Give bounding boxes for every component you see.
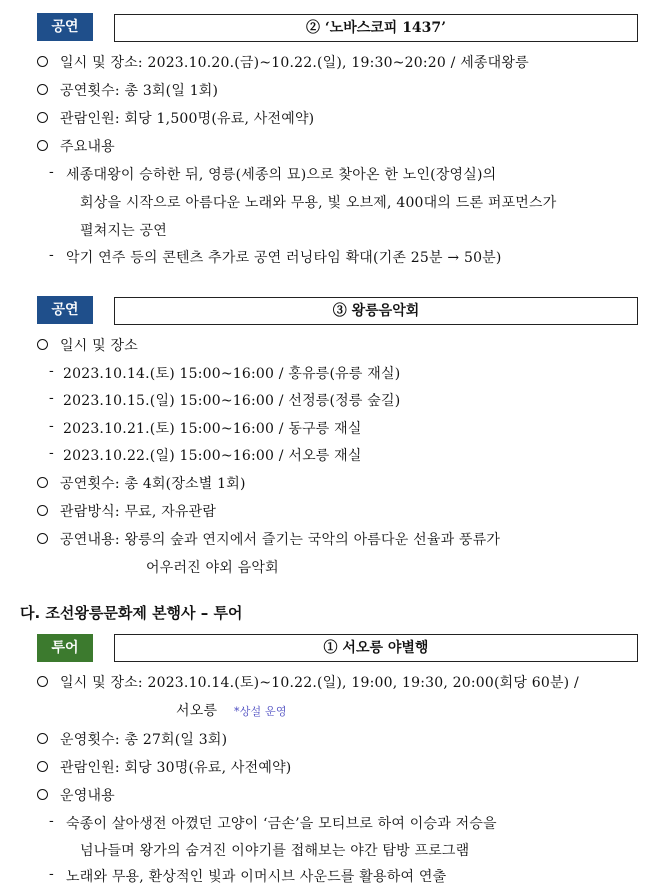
schedule-heading: 일시 및 장소: [60, 338, 138, 354]
bullet-circle-icon: [37, 789, 48, 800]
schedule-item: 2023.10.22.(일) 15:00~16:00 / 서오릉 재실: [63, 448, 362, 464]
bullet-circle-icon: [37, 676, 48, 687]
bullet-circle-icon: [37, 140, 48, 151]
content-text: 세종대왕이 승하한 뒤, 영릉(세종의 묘)으로 찾아온 한 노인(장영실)의: [66, 167, 497, 183]
content-text: 숙종이 살아생전 아꼈던 고양이 ‘금손’을 모티브로 하여 이승과 저승을: [66, 816, 497, 832]
dash-marker: -: [49, 813, 54, 829]
schedule-place: 서오릉: [176, 703, 218, 719]
section-title: ③ 왕릉음악회: [114, 297, 638, 325]
content-text: 넘나들며 왕가의 숨겨진 이야기를 접해보는 야간 탐방 프로그램: [80, 843, 470, 859]
bullet-circle-icon: [37, 533, 48, 544]
content-text: 공연내용: 왕릉의 숲과 연지에서 즐기는 국악의 아름다운 선율과 풍류가: [60, 532, 501, 548]
schedule-item: 2023.10.21.(토) 15:00~16:00 / 동구릉 재실: [63, 421, 362, 437]
bullet-circle-icon: [37, 56, 48, 67]
schedule-item: 2023.10.15.(일) 15:00~16:00 / 선정릉(정릉 숲길): [63, 393, 401, 409]
section-heading: 다. 조선왕릉문화제 본행사 – 투어: [20, 604, 243, 622]
count-line: 공연횟수: 총 4회(장소별 1회): [60, 476, 246, 492]
bullet-circle-icon: [37, 477, 48, 488]
category-tag: 공연: [37, 296, 93, 324]
count-line: 운영횟수: 총 27회(일 3회): [60, 732, 228, 748]
content-text: 펼쳐지는 공연: [80, 223, 167, 239]
bullet-circle-icon: [37, 761, 48, 772]
bullet-circle-icon: [37, 339, 48, 350]
content-text: 회상을 시작으로 아름다운 노래와 무용, 빛 오브제, 400대의 드론 퍼포먼스가: [80, 195, 557, 211]
schedule-line: 일시 및 장소: 2023.10.20.(금)~10.22.(일), 19:30~20:20 / 세종대왕릉: [60, 55, 529, 71]
bullet-circle-icon: [37, 112, 48, 123]
category-tag: 공연: [37, 13, 93, 41]
content-text: 어우러진 야외 음악회: [146, 560, 279, 576]
dash-marker: -: [49, 445, 54, 461]
category-tag: 투어: [37, 634, 93, 662]
dash-marker: -: [49, 363, 54, 379]
audience-line: 관람인원: 회당 1,500명(유료, 사전예약): [60, 111, 315, 127]
content-text: 노래와 무용, 환상적인 빛과 이머시브 사운드를 활용하여 연출: [66, 869, 447, 885]
schedule-line: 일시 및 장소: 2023.10.14.(토)~10.22.(일), 19:00, 19:30, 20:00(회당 60분) /: [60, 675, 579, 691]
bullet-circle-icon: [37, 733, 48, 744]
section-title: ① 서오릉 야별행: [114, 634, 638, 662]
schedule-item: 2023.10.14.(토) 15:00~16:00 / 홍유릉(유릉 재실): [63, 366, 401, 382]
audience-line: 관람인원: 회당 30명(유료, 사전예약): [60, 760, 292, 776]
bullet-circle-icon: [37, 84, 48, 95]
schedule-note: *상설 운영: [234, 705, 287, 718]
count-line: 공연횟수: 총 3회(일 1회): [60, 83, 219, 99]
dash-marker: -: [49, 247, 54, 263]
bullet-circle-icon: [37, 505, 48, 516]
dash-marker: -: [49, 390, 54, 406]
dash-marker: -: [49, 866, 54, 882]
section-title: ② ‘노바스코피 1437’: [114, 14, 638, 42]
content-heading: 주요내용: [60, 139, 115, 155]
content-heading: 운영내용: [60, 788, 115, 804]
admission-line: 관람방식: 무료, 자유관람: [60, 504, 217, 520]
content-text: 악기 연주 등의 콘텐츠 추가로 공연 러닝타임 확대(기존 25분 → 50분): [66, 250, 502, 266]
dash-marker: -: [49, 418, 54, 434]
dash-marker: -: [49, 164, 54, 180]
